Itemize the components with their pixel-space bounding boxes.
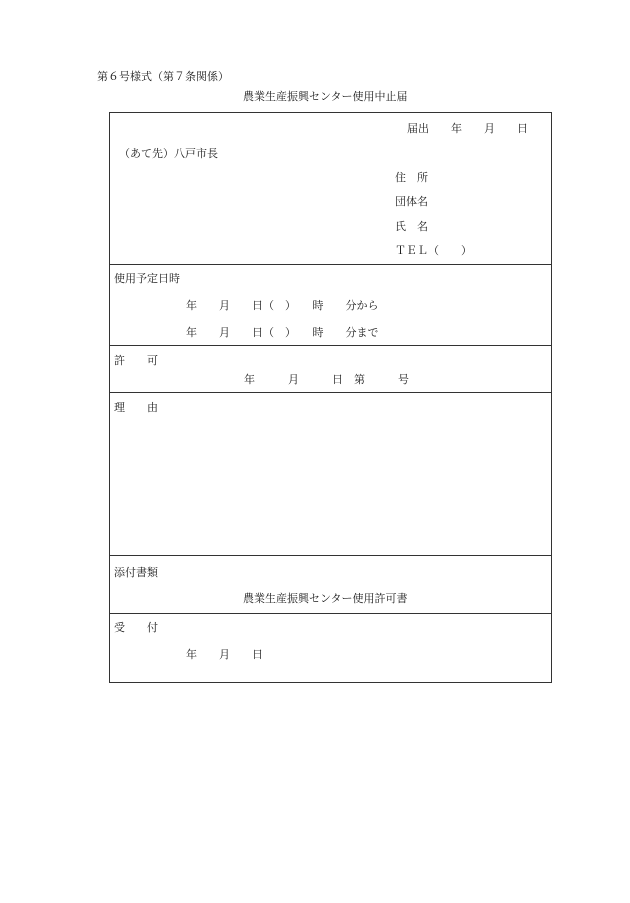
schedule-from-row: 年 月 日（ ） 時 分から [186, 299, 379, 312]
schedule-label: 使用予定日時 [114, 272, 180, 285]
permit-label: 許 可 [114, 354, 158, 367]
filed-date-label: 届出 年 月 日 [407, 122, 528, 135]
name-label: 氏 名 [395, 220, 428, 233]
reception-label: 受 付 [114, 621, 158, 634]
reason-label: 理 由 [114, 401, 158, 414]
address-label: 住 所 [395, 171, 428, 184]
divider-schedule [110, 264, 551, 265]
divider-attachments [110, 555, 551, 556]
divider-reason [110, 392, 551, 393]
form-number: 第６号様式（第７条関係） [97, 70, 229, 83]
tel-label: ＴＥＬ（ ） [395, 244, 472, 257]
attachments-label: 添付書類 [114, 566, 158, 579]
attachment-document: 農業生産振興センター使用許可書 [243, 592, 408, 605]
permit-date-row: 年 月 日 第 号 [244, 373, 409, 386]
divider-reception [110, 613, 551, 614]
application-form [109, 112, 552, 683]
schedule-to-row: 年 月 日（ ） 時 分まで [186, 326, 379, 339]
group-name-label: 団体名 [395, 195, 428, 208]
reception-date-row: 年 月 日 [186, 648, 263, 661]
addressee-label: （あて先）八戸市長 [119, 147, 218, 160]
divider-permit [110, 345, 551, 346]
page-title: 農業生産振興センター使用中止届 [243, 90, 408, 103]
